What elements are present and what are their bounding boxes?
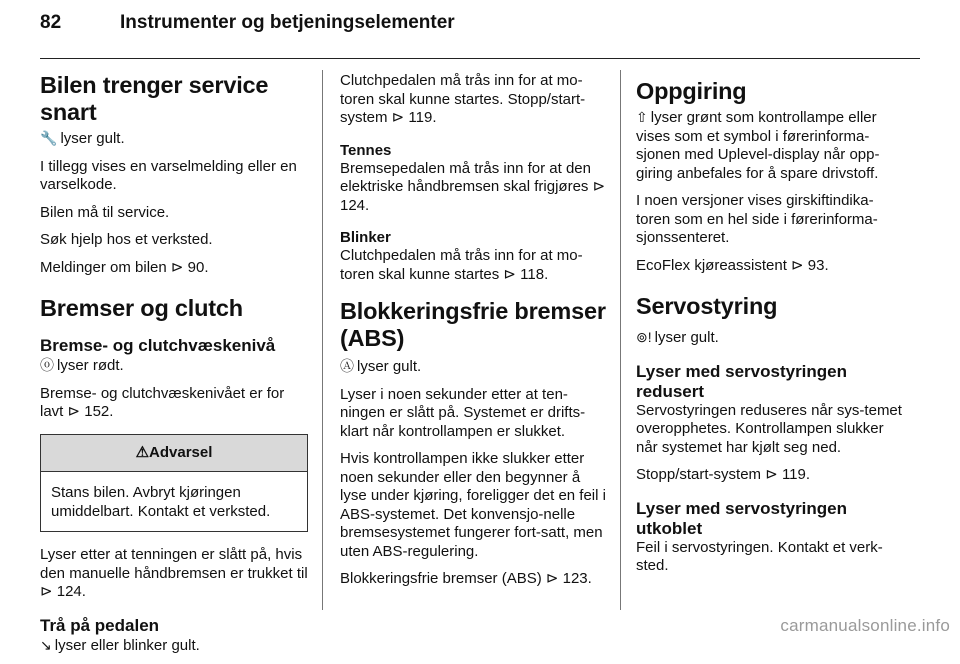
paragraph: Hvis kontrollampen ikke slukker etter noen sekunder eller den begynner å lyse under kjøring, foreligger det en feil i ABS-systemet. Det konvensjo-nelle bremsesystemet fungerer fort-satt, men uten ABS-regulering.	[340, 450, 606, 560]
paragraph: Bilen må til service.	[40, 203, 170, 221]
subsection-heading: Trå på pedalen	[40, 615, 160, 635]
watermark: carmanualsonline.info	[780, 616, 950, 635]
upshift-arrow-icon: ⇧	[636, 109, 648, 125]
section-heading: Blokkeringsfrie bremser (ABS)	[340, 298, 606, 351]
wrench-car-icon: 🔧	[40, 130, 58, 146]
icon-paragraph: ↘ lyser eller blinker gult.	[40, 636, 200, 654]
paragraph: Feil i servostyringen. Kontakt et verk-sted.	[636, 538, 883, 574]
icon-paragraph: ⇧ lyser grønt som kontrollampe eller vises som et symbol i førerinforma-sjonen med Uplevel-display når opp-giring anbefales for å spare drivstoff.	[636, 109, 880, 182]
column-3	[636, 72, 904, 585]
paragraph: Bremse- og clutchvæskenivået er for lavt ⊳ 152.	[40, 384, 285, 420]
paragraph: Søk hjelp hos et verksted.	[40, 231, 213, 248]
icon-paragraph: 🔧 lyser gult.	[40, 130, 125, 147]
paragraph: Stopp/start-system ⊳ 119.	[636, 466, 811, 483]
column-2	[340, 72, 608, 598]
minor-heading: Tennes	[340, 141, 392, 159]
column-divider	[322, 70, 323, 610]
column-divider	[620, 70, 621, 610]
section-heading: Servostyring	[636, 293, 778, 319]
icon-paragraph: Ⓐ lyser gult.	[340, 358, 422, 375]
section-heading: Bremser og clutch	[40, 295, 243, 321]
paragraph: Lyser i noen sekunder etter at ten-ningen er slått på. Systemet er drifts-klart når kontrollampen er slukket.	[340, 385, 586, 440]
paragraph: I noen versjoner vises girskiftindika-toren som en hel side i førerinforma-sjonssenteret.	[636, 192, 878, 246]
page-header	[40, 12, 455, 34]
steering-wheel-exclamation-icon: ⊚!	[636, 329, 652, 345]
warning-text: Stans bilen. Avbryt kjøringen umiddelbart. Kontakt et verksted.	[51, 484, 271, 520]
subsection-heading: Bremse- og clutchvæskenivå	[40, 336, 276, 355]
pedal-icon: ↘	[40, 636, 52, 653]
icon-paragraph: ⓞ lyser rødt.	[40, 357, 124, 374]
header-rule	[40, 58, 920, 59]
paragraph: Servostyringen reduseres når sys-temet overopphetes. Kontrollampen slukker når systemet har kjølt seg ned.	[636, 401, 902, 456]
paragraph: Meldinger om bilen ⊳ 90.	[40, 258, 209, 276]
brake-fluid-icon: ⓞ	[40, 357, 54, 373]
paragraph: Clutchpedalen må trås inn for at mo-toren skal kunne startes. Stopp/start-system ⊳ 119.	[340, 72, 586, 126]
column-1	[40, 72, 308, 664]
warning-triangle-icon: ⚠	[135, 443, 150, 461]
section-heading: Bilen trenger service snart	[40, 72, 269, 125]
minor-heading: Blinker	[340, 229, 391, 246]
page-number: 82	[40, 12, 62, 33]
paragraph: Clutchpedalen må trås inn for at mo-toren skal kunne startes ⊳ 118.	[340, 247, 583, 283]
warning-box	[40, 434, 308, 533]
warning-title: ⚠Advarsel	[41, 435, 307, 473]
subsection-heading: Lyser med servostyringen redusert	[636, 361, 848, 401]
page-header-title: Instrumenter og betjeningselementer	[120, 12, 455, 33]
paragraph: EcoFlex kjøreassistent ⊳ 93.	[636, 256, 829, 274]
subsection-heading: Lyser med servostyringen utkoblet	[636, 498, 848, 538]
paragraph: I tillegg vises en varselmelding eller en varselkode.	[40, 157, 297, 193]
paragraph: Bremsepedalen må trås inn for at den elektriske håndbremsen skal frigjøres ⊳ 124.	[340, 159, 606, 214]
paragraph: Lyser etter at tenningen er slått på, hvis den manuelle håndbremsen er trukket til ⊳ 124.	[40, 546, 308, 600]
section-heading: Oppgiring	[636, 78, 747, 104]
abs-icon: Ⓐ	[340, 358, 354, 374]
icon-paragraph: ⊚! lyser gult.	[636, 329, 719, 346]
paragraph: Blokkeringsfrie bremser (ABS) ⊳ 123.	[340, 570, 592, 587]
